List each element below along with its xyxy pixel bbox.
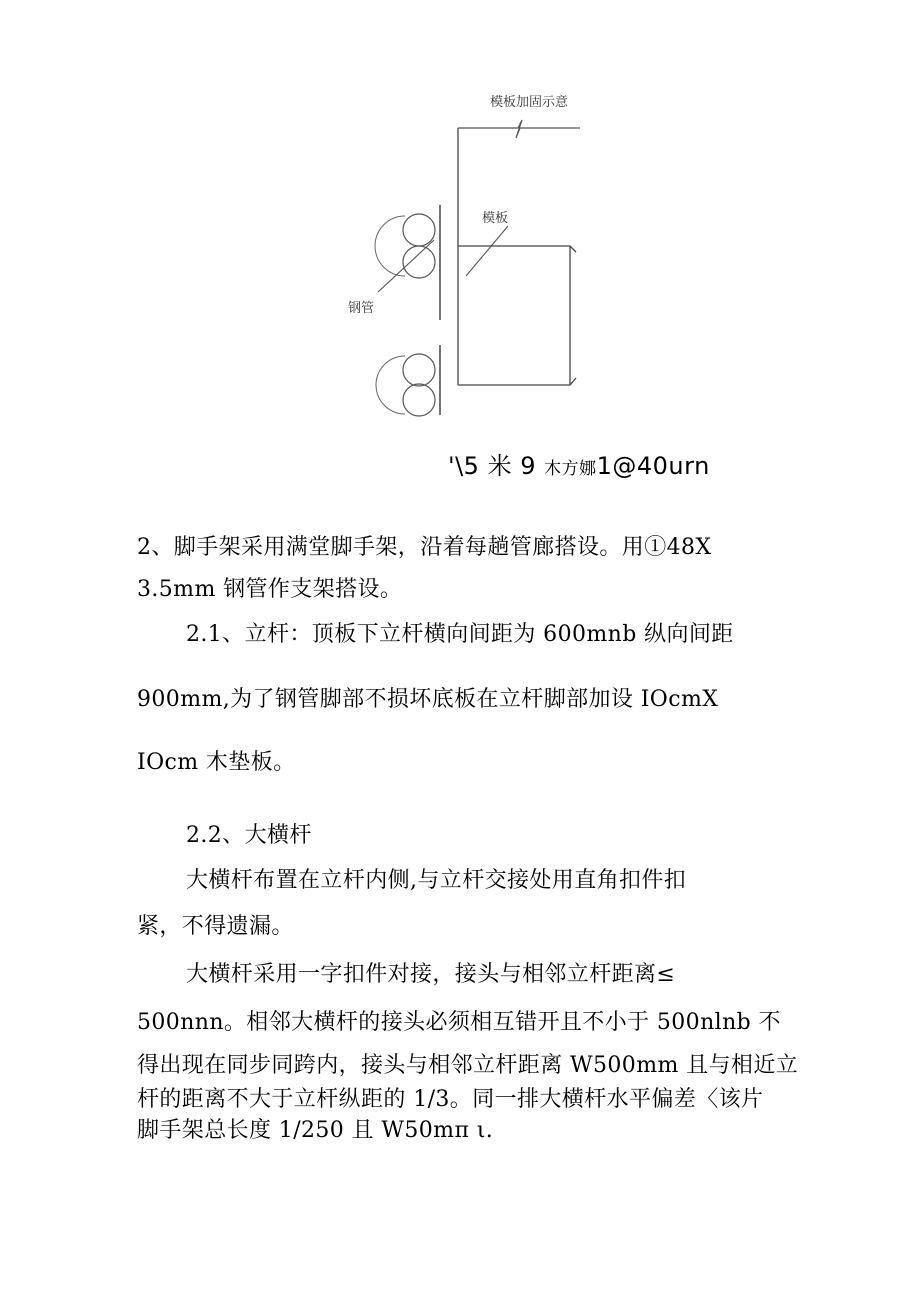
board-leader-line [466, 226, 508, 276]
paragraph-line: IOcm 木垫板。 [137, 750, 296, 775]
paragraph-line: 紧，不得遗漏。 [137, 914, 294, 939]
steel-pipe-circle [403, 384, 435, 416]
pipe-leader-line [378, 240, 434, 292]
steel-pipe-circle [403, 246, 435, 278]
pipe-clamp-arc [375, 216, 405, 276]
caption-part3: 1@40urn [596, 452, 710, 480]
steel-pipe-circle [403, 354, 435, 386]
diagram-title-label: 模板加固示意 [490, 95, 569, 110]
formwork-reinforcement-diagram [330, 80, 630, 440]
pipe-label: 钢管 [348, 301, 375, 316]
paragraph-line: 大横杆采用一字扣件对接，接头与相邻立杆距离≤ [186, 962, 676, 987]
panel-bottom-line [458, 378, 576, 385]
paragraph-line: 3.5mm 钢管作支架搭设。 [137, 577, 403, 602]
paragraph-line: 脚手架总长度 1/250 且 W50mπ ι. [137, 1118, 494, 1143]
title-leader-line [458, 120, 580, 138]
paragraph-line: 900mm,为了钢管脚部不损坏底板在立杆脚部加设 IOcmX [137, 687, 719, 712]
paragraph-line: 得出现在同步同跨内，接头与相邻立杆距离 W500mm 且与相近立 [137, 1053, 799, 1078]
paragraph-line: 500nnn。相邻大横杆的接头必须相互错开且不小于 500nlnb 不 [137, 1010, 781, 1035]
caption-part2: 木方娜 [544, 459, 597, 479]
panel-top-line [458, 246, 576, 252]
paragraph-line: 大横杆布置在立杆内侧,与立杆交接处用直角扣件扣 [186, 868, 687, 893]
steel-pipe-circle [403, 214, 435, 246]
paragraph-line: 2.1、立杆：顶板下立杆横向间距为 600mnb 纵向间距 [186, 622, 734, 647]
figure-caption [448, 446, 710, 481]
caption-part1: '\5 米 9 [448, 452, 536, 480]
diagram-svg [330, 80, 630, 440]
board-label: 模板 [482, 211, 509, 226]
paragraph-line: 2、脚手架采用满堂脚手架，沿着每趟管廊搭设。用①48X [137, 535, 712, 560]
section-heading: 2.2、大横杆 [186, 823, 312, 848]
pipe-clamp-arc [376, 356, 405, 414]
paragraph-line: 杆的距离不大于立杆纵距的 1/3。同一排大横杆水平偏差〈该片 [137, 1087, 764, 1112]
